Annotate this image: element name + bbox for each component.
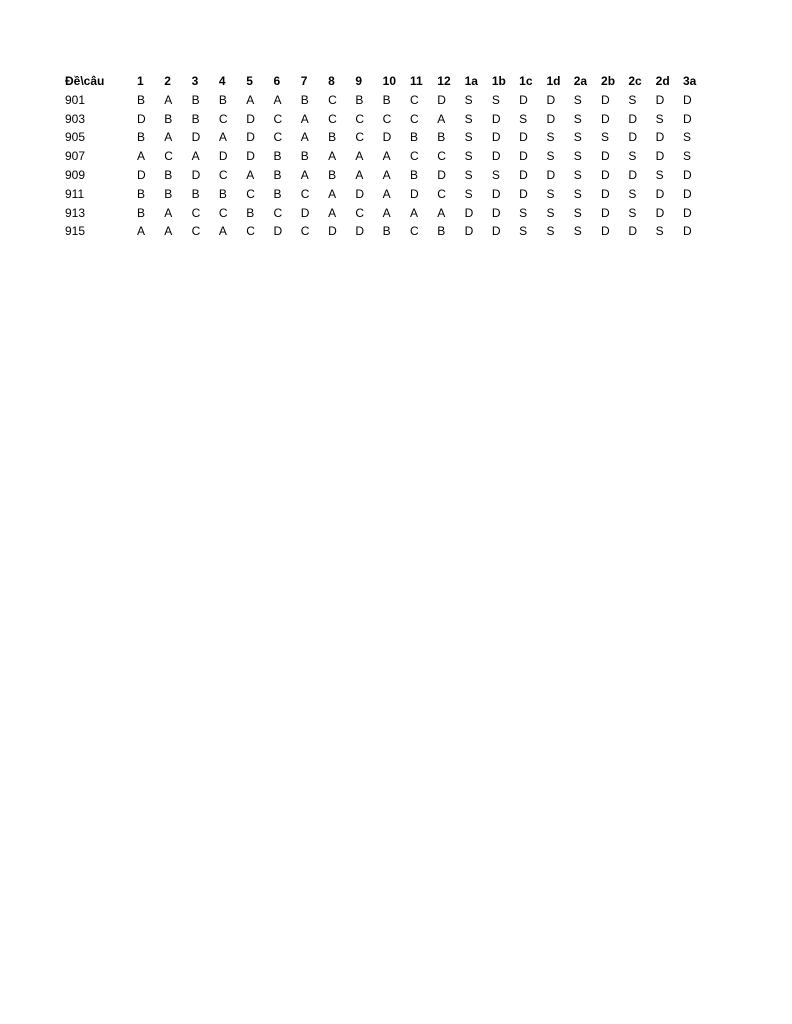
answer-cell: D: [491, 186, 501, 201]
answer-cell: C: [409, 111, 419, 126]
answer-cell: D: [628, 167, 638, 182]
answer-cell: D: [682, 205, 692, 220]
answer-key-table: [65, 72, 710, 241]
answer-cell: D: [655, 186, 665, 201]
answer-cell: A: [437, 205, 446, 220]
answer-cell: S: [546, 205, 555, 220]
answer-cell: D: [246, 130, 255, 145]
question-header: 2d: [655, 74, 670, 88]
answer-cell: C: [218, 167, 228, 182]
answer-cell: D: [491, 205, 501, 220]
answer-cell: D: [355, 224, 365, 239]
answer-cell: C: [300, 186, 310, 201]
answer-cell: D: [601, 186, 610, 201]
question-header: 7: [300, 74, 308, 88]
answer-cell: A: [218, 130, 227, 145]
answer-cell: A: [355, 167, 364, 182]
answer-cell: C: [246, 224, 255, 239]
answer-cell: S: [519, 205, 528, 220]
answer-cell: B: [273, 149, 282, 164]
answer-cell: A: [300, 111, 309, 126]
answer-cell: B: [328, 167, 337, 182]
table-row: [65, 91, 710, 110]
answer-cell: D: [601, 167, 610, 182]
answer-cell: C: [355, 130, 365, 145]
answer-cell: D: [546, 167, 556, 182]
answer-cell: A: [137, 149, 146, 164]
table-row: [65, 166, 710, 185]
answer-cell: S: [628, 186, 637, 201]
table-row: [65, 147, 710, 166]
table-row: [65, 128, 710, 147]
answer-cell: A: [328, 186, 337, 201]
answer-cell: D: [655, 130, 665, 145]
answer-cell: B: [273, 167, 282, 182]
answer-cell: C: [409, 149, 419, 164]
answer-cell: D: [655, 149, 665, 164]
answer-cell: A: [382, 186, 391, 201]
answer-cell: C: [355, 111, 365, 126]
answer-cell: D: [355, 186, 365, 201]
answer-cell: S: [628, 149, 637, 164]
answer-cell: D: [300, 205, 310, 220]
answer-cell: D: [601, 149, 610, 164]
answer-cell: D: [409, 186, 419, 201]
answer-cell: D: [519, 130, 528, 145]
answer-cell: B: [137, 205, 146, 220]
answer-cell: D: [628, 111, 638, 126]
answer-cell: D: [464, 205, 474, 220]
answer-cell: S: [573, 130, 582, 145]
answer-cell: A: [409, 205, 418, 220]
question-header: 4: [218, 74, 226, 88]
answer-cell: D: [519, 92, 528, 107]
answer-cell: S: [546, 186, 555, 201]
answer-cell: D: [682, 167, 692, 182]
answer-cell: C: [328, 111, 337, 126]
answer-cell: A: [328, 149, 337, 164]
exam-code-cell: 913: [65, 205, 86, 220]
answer-cell: D: [246, 149, 255, 164]
answer-cell: B: [218, 186, 227, 201]
table-row: [65, 222, 710, 241]
question-header: 11: [409, 74, 423, 88]
answer-cell: D: [682, 224, 692, 239]
question-header: 2b: [601, 74, 616, 88]
answer-cell: S: [682, 149, 691, 164]
answer-cell: S: [491, 167, 500, 182]
answer-cell: D: [191, 130, 201, 145]
answer-cell: A: [246, 92, 255, 107]
answer-cell: D: [246, 111, 255, 126]
answer-cell: S: [573, 111, 582, 126]
answer-cell: B: [382, 224, 391, 239]
table-row: [65, 185, 710, 204]
answer-cell: D: [601, 92, 610, 107]
answer-cell: B: [409, 167, 418, 182]
question-header: 2: [164, 74, 171, 88]
answer-cell: A: [437, 111, 446, 126]
answer-cell: S: [573, 186, 582, 201]
answer-cell: C: [355, 205, 365, 220]
answer-cell: C: [437, 149, 446, 164]
answer-cell: B: [300, 92, 309, 107]
answer-cell: D: [218, 149, 228, 164]
answer-cell: A: [164, 205, 173, 220]
answer-cell: S: [655, 111, 664, 126]
answer-cell: S: [464, 186, 473, 201]
question-header: 6: [273, 74, 281, 88]
answer-cell: A: [328, 205, 337, 220]
answer-cell: D: [491, 111, 501, 126]
exam-code-cell: 909: [65, 167, 86, 182]
answer-cell: D: [437, 167, 446, 182]
answer-cell: C: [382, 111, 392, 126]
exam-code-cell: 915: [65, 224, 86, 239]
answer-cell: S: [519, 111, 528, 126]
answer-cell: S: [573, 92, 582, 107]
answer-cell: A: [300, 130, 309, 145]
answer-cell: S: [573, 167, 582, 182]
answer-cell: A: [382, 149, 391, 164]
answer-cell: S: [682, 130, 691, 145]
answer-cell: S: [573, 224, 582, 239]
answer-cell: S: [573, 149, 582, 164]
answer-cell: D: [491, 130, 501, 145]
answer-cell: A: [273, 92, 282, 107]
answer-cell: A: [164, 224, 173, 239]
exam-code-cell: 905: [65, 130, 86, 145]
exam-code-cell: 907: [65, 149, 86, 164]
answer-cell: B: [191, 186, 200, 201]
answer-cell: B: [328, 130, 337, 145]
answer-cell: S: [546, 130, 555, 145]
answer-cell: D: [628, 130, 638, 145]
answer-cell: S: [546, 224, 555, 239]
answer-cell: B: [191, 111, 200, 126]
answer-cell: A: [382, 205, 391, 220]
question-header: 12: [437, 74, 451, 88]
answer-cell: C: [191, 205, 201, 220]
answer-cell: A: [164, 92, 173, 107]
question-header: 2c: [628, 74, 642, 88]
answer-cell: D: [519, 149, 528, 164]
answer-cell: B: [218, 92, 227, 107]
answer-cell: C: [218, 205, 228, 220]
answer-cell: B: [137, 92, 146, 107]
answer-cell: B: [273, 186, 282, 201]
answer-cell: S: [628, 92, 637, 107]
answer-cell: D: [519, 186, 528, 201]
answer-cell: B: [164, 111, 173, 126]
answer-cell: S: [655, 167, 664, 182]
answer-cell: D: [628, 224, 638, 239]
answer-cell: S: [601, 130, 610, 145]
answer-cell: D: [546, 111, 556, 126]
answer-cell: S: [464, 149, 473, 164]
answer-cell: B: [164, 167, 173, 182]
answer-cell: B: [191, 92, 200, 107]
answer-cell: S: [546, 149, 555, 164]
answer-cell: S: [655, 224, 664, 239]
answer-cell: C: [328, 92, 337, 107]
exam-code-cell: 911: [65, 186, 85, 201]
question-header: 3: [191, 74, 199, 88]
answer-cell: C: [273, 130, 283, 145]
answer-cell: S: [464, 111, 473, 126]
answer-cell: A: [137, 224, 146, 239]
answer-cell: D: [546, 92, 556, 107]
answer-cell: D: [682, 111, 692, 126]
answer-cell: D: [437, 92, 446, 107]
answer-cell: A: [191, 149, 200, 164]
answer-cell: B: [164, 186, 173, 201]
answer-cell: C: [300, 224, 310, 239]
answer-cell: S: [573, 205, 582, 220]
question-header: 5: [246, 74, 253, 88]
answer-cell: D: [137, 111, 146, 126]
answer-cell: C: [218, 111, 228, 126]
table-header: [65, 72, 710, 91]
answer-cell: D: [519, 167, 528, 182]
answer-cell: D: [491, 224, 501, 239]
answer-cell: C: [437, 186, 446, 201]
answer-cell: A: [355, 149, 364, 164]
answer-cell: B: [437, 130, 446, 145]
answer-cell: C: [191, 224, 201, 239]
answer-cell: C: [409, 224, 419, 239]
corner-header: Đề\câu: [65, 74, 105, 88]
answer-cell: B: [137, 130, 146, 145]
answer-cell: D: [273, 224, 283, 239]
table-body: [65, 91, 710, 241]
table-row: [65, 204, 710, 223]
answer-cell: D: [601, 111, 610, 126]
answer-cell: A: [246, 167, 255, 182]
answer-cell: C: [273, 111, 283, 126]
answer-cell: S: [464, 92, 473, 107]
answer-cell: D: [682, 92, 692, 107]
answer-cell: A: [164, 130, 173, 145]
question-header: 9: [355, 74, 363, 88]
answer-cell: D: [328, 224, 337, 239]
answer-cell: B: [382, 92, 391, 107]
header-row: [65, 72, 710, 91]
answer-cell: D: [682, 186, 692, 201]
answer-cell: D: [491, 149, 501, 164]
answer-cell: D: [655, 205, 665, 220]
table-row: [65, 110, 710, 129]
question-header: 1a: [464, 74, 478, 88]
question-header: 3a: [682, 74, 697, 88]
answer-cell: B: [300, 149, 309, 164]
question-header: 10: [382, 74, 397, 88]
answer-cell: D: [464, 224, 474, 239]
answer-cell: D: [137, 167, 146, 182]
answer-cell: D: [191, 167, 201, 182]
answer-cell: D: [382, 130, 392, 145]
answer-cell: S: [519, 224, 528, 239]
answer-cell: B: [409, 130, 418, 145]
answer-cell: B: [437, 224, 446, 239]
exam-code-cell: 901: [65, 92, 86, 107]
question-header: 1b: [491, 74, 506, 88]
answer-cell: C: [409, 92, 419, 107]
question-header: 8: [328, 74, 335, 88]
answer-cell: B: [137, 186, 146, 201]
answer-cell: S: [464, 130, 473, 145]
answer-cell: S: [628, 205, 637, 220]
question-header: 1c: [519, 74, 533, 88]
answer-cell: D: [601, 205, 610, 220]
answer-cell: A: [218, 224, 227, 239]
question-header: 2a: [573, 74, 588, 88]
answer-cell: S: [491, 92, 500, 107]
answer-cell: S: [464, 167, 473, 182]
exam-code-cell: 903: [65, 111, 86, 126]
answer-cell: C: [273, 205, 283, 220]
answer-cell: A: [382, 167, 391, 182]
answer-cell: D: [655, 92, 665, 107]
answer-cell: B: [246, 205, 255, 220]
question-header: 1d: [546, 74, 561, 88]
answer-cell: C: [246, 186, 255, 201]
answer-cell: D: [601, 224, 610, 239]
answer-cell: B: [355, 92, 364, 107]
answer-cell: A: [300, 167, 309, 182]
question-header: 1: [137, 74, 144, 88]
answer-cell: C: [164, 149, 173, 164]
